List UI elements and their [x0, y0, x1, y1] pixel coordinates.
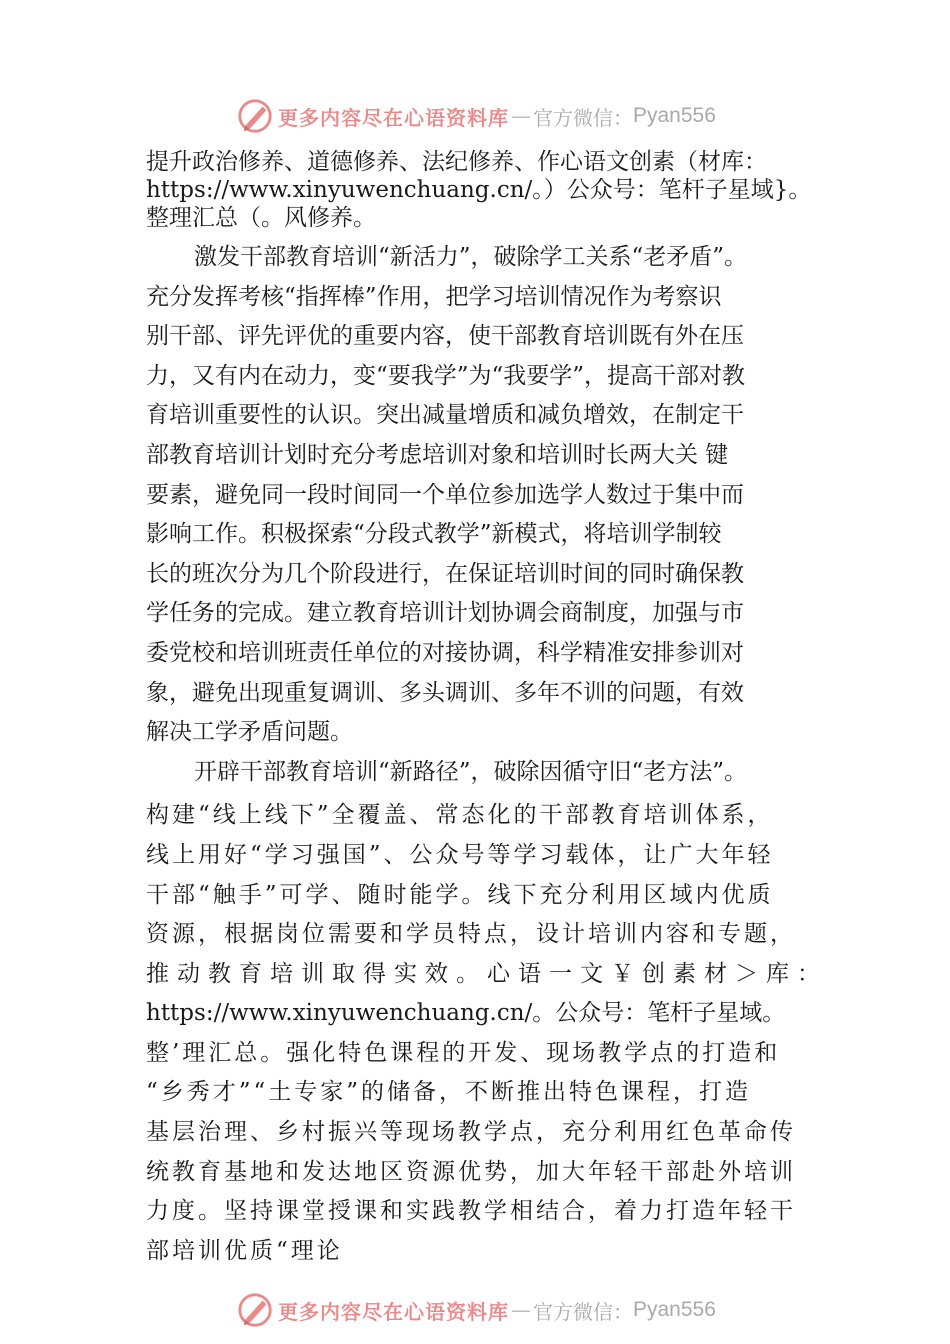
text-line: 提升政治修养、道德修养、法纪修养、作心语文创素（材库：: [146, 149, 767, 175]
text-line: 线上用好“学习强国”、公众号等学习载体，让广大年轻: [146, 841, 774, 868]
text-line: 基层治理、乡村振兴等现场教学点，充分利用红色革命传: [146, 1119, 796, 1146]
paragraph-heading: 激发干部教育培训“新活力”，破除学工关系“老矛盾”。: [194, 244, 748, 270]
document-body: [146, 148, 826, 1271]
text-line: 学任务的完成。建立教育培训计划协调会商制度，加强与市: [146, 600, 744, 627]
text-line: 力度。坚持课堂授课和实践教学相结合，着力打造年轻干: [146, 1198, 796, 1225]
pen-logo-icon: [236, 1291, 274, 1329]
text-line: 整理汇总（。风修养。: [146, 205, 376, 231]
text-line: 干部“触手”可学、随时能学。线下充分利用区域内优质: [146, 881, 774, 908]
pen-logo-icon: [236, 97, 274, 135]
text-line: 统教育基地和发达地区资源优势，加大年轻干部赴外培训: [146, 1158, 796, 1185]
text-line: 委党校和培训班责任单位的对接协调，科学精准安排参训对: [146, 639, 744, 666]
footer-watermark: [236, 1290, 756, 1330]
watermark-title: 更多内容尽在心语资料库: [278, 1299, 509, 1324]
watermark-separator: —: [511, 1298, 531, 1322]
watermark-wechat-label: 官方微信：: [533, 105, 633, 130]
text-line: 部培训优质“理论: [146, 1237, 343, 1264]
watermark-wechat-id: Pyan556: [633, 1298, 716, 1321]
text-line: 别干部、评先评优的重要内容，使干部教育培训既有外在压: [146, 323, 744, 350]
text-line: 要素，避免同一段时间同一个单位参加选学人数过于集中而: [146, 481, 744, 508]
text-line: 力，又有内在动力，变“要我学”为“我要学”，提高干部对教: [146, 362, 746, 389]
header-watermark: [236, 96, 756, 136]
text-line: 影响工作。积极探索“分段式教学”新模式，将培训学制较: [146, 521, 722, 548]
text-line: 解决工学矛盾问题。: [146, 719, 353, 746]
text-line: 象，避免出现重复调训、多头调训、多年不训的问题，有效: [146, 679, 744, 706]
text-line: 充分发挥考核“指挥棒”作用，把学习培训情况作为考察识: [146, 283, 722, 310]
text-line: 构建“线上线下”全覆盖、常态化的干部教育培训体系，: [146, 802, 774, 829]
text-line: 资源，根据岗位需要和学员特点，设计培训内容和专题，: [146, 921, 796, 948]
text-line: https://www.xinyuwenchuang.cn/。）公众号：笔杆子星域}。: [146, 177, 812, 203]
text-line: 长的班次分为几个阶段进行，在保证培训时间的同时确保教: [146, 560, 744, 587]
watermark-wechat-id: Pyan556: [633, 104, 716, 127]
watermark-separator: —: [511, 104, 531, 128]
text-line: 部教育培训计划时充分考虑培训对象和培训时长两大关 键: [146, 441, 729, 468]
text-line: “乡秀才”“土专家”的储备，不断推出特色课程，打造: [146, 1079, 752, 1106]
paragraph-heading: 开辟干部教育培训“新路径”，破除因循守旧“老方法”。: [194, 758, 748, 785]
text-line: https://www.xinyuwenchuang.cn/。公众号：笔杆子星域。: [146, 1000, 786, 1027]
watermark-wechat-label: 官方微信：: [533, 1299, 633, 1324]
text-line: 育培训重要性的认识。突出减量增质和减负增效，在制定干: [146, 402, 744, 429]
watermark-title: 更多内容尽在心语资料库: [278, 105, 509, 130]
text-line: 推动教育培训取得实效。心语一文￥创素材＞库：: [146, 960, 828, 987]
text-line: 整’理汇总。强化特色课程的开发、现场教学点的打造和: [146, 1039, 781, 1066]
